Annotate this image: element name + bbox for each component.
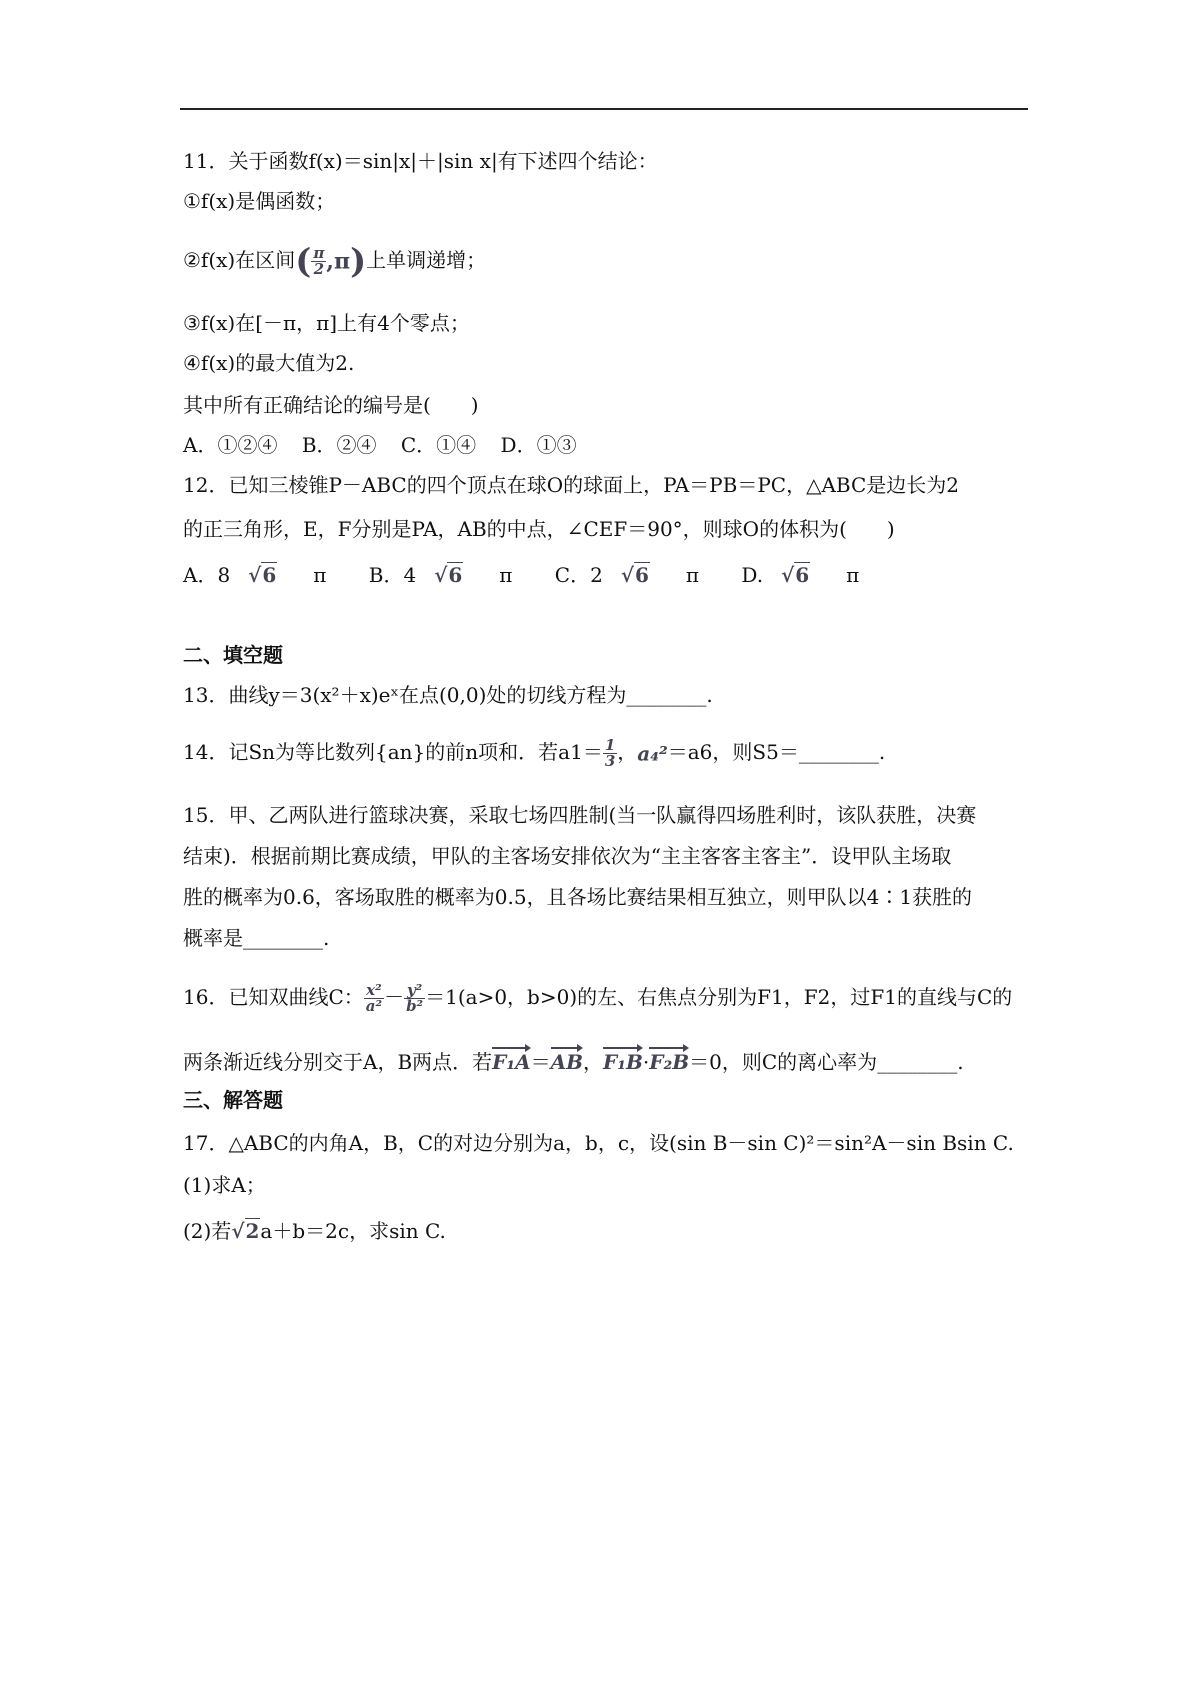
y2-over-b2-fraction [404,983,425,1014]
fraction-denominator: 3 [604,752,616,770]
q14-prefix: 14．记Sn为等比数列{an}的前n项和．若a1＝ [183,740,603,764]
a4-squared: a₄² [637,741,668,766]
q14-text [183,738,885,769]
q13-end: . [706,683,713,707]
answer-blank: ________ [877,1050,958,1074]
q14-suffix: ＝a6，则S5＝ [667,740,799,764]
q16-suffix: ＝1(a>0，b>0)的左、右焦点分别为F1，F2，过F1的直线与C的 [425,985,1013,1009]
q11-s2-suffix: 上单调递增； [366,248,487,272]
fraction-denominator: a² [365,997,383,1015]
q11-option-c: C．①④ [400,433,477,457]
q13-stem: 13．曲线y＝3(x²＋x)eˣ在点(0,0)处的切线方程为 [183,683,627,707]
q12-option-b: B．4 √6 π [368,563,513,587]
answer-blank: ________ [798,740,879,764]
q12-line-2: 的正三角形，E，F分别是PA，AB的中点，∠CEF＝90°，则球O的体积为( ) [183,517,895,541]
q16-line2-prefix: 两条渐近线分别交于A，B两点．若 [183,1050,493,1074]
pi-symbol: π [333,248,351,275]
q17-part2-prefix: (2)若 [183,1219,232,1243]
q16-line-2 [183,1045,964,1075]
q16-line2-suffix: ＝0，则C的离心率为 [689,1050,878,1074]
q14-comma: ， [617,740,638,764]
open-paren: ( [295,241,312,282]
q12-option-d: D. √6 π [741,563,860,587]
q11-ask: 其中所有正确结论的编号是( ) [183,393,479,417]
q12-option-a: A．8 √6 π [183,563,327,587]
q16-prefix: 16．已知双曲线C： [183,985,364,1009]
q11-s2-prefix: ②f(x)在区间 [183,248,296,272]
q11-option-d: D．①③ [500,433,577,457]
q17-part-1: (1)求A； [183,1173,266,1197]
q11-options [183,432,595,458]
fraction-numerator: 1 [604,736,616,754]
header-rule [180,108,1028,110]
q11-statement-2: ②f(x)在区间( $\frac{\pi}{2}$ ,π)上单调递增； [183,241,487,282]
q17-stem: 17．△ABC的内角A，B，C的对边分别为a，b，c，设(sin B－sin C)²＝sin²A－sin Bsin C. [183,1131,1014,1155]
q11-option-a: A．①②④ [183,433,278,457]
q17-part2-suffix: a＋b＝2c，求sin C. [260,1219,446,1243]
vector-ab: AB [551,1045,583,1075]
section-heading-solutions: 三、解答题 [183,1088,283,1112]
q13-text [183,682,713,708]
vector-f1b: F₁B [603,1045,643,1075]
vector-f2b: F₂B [649,1045,689,1075]
q15-line-1: 15．甲、乙两队进行篮球决赛，采取七场四胜制(当一队赢得四场胜利时，该队获胜，决赛 [183,803,977,827]
comma: ， [583,1050,604,1074]
q16-end: . [957,1050,964,1074]
fraction-numerator: y² [404,983,425,999]
q17-part-2 [183,1218,446,1244]
fraction-denominator: 2 [313,260,325,278]
q15-line-4: 概率是________. [183,926,330,950]
q15-line-3: 胜的概率为0.6，客场取胜的概率为0.5，且各场比赛结果相互独立，则甲队以4∶1获胜的 [183,885,973,909]
q11-statement-4: ④f(x)的最大值为2. [183,351,355,375]
q11-stem: 11．关于函数f(x)＝sin|x|＋|sin x|有下述四个结论： [183,149,658,173]
q14-end: . [878,740,886,764]
q15-line-2: 结束)．根据前期比赛成绩，甲队的主客场安排依次为“主主客客主客主”．设甲队主场取 [183,844,952,868]
dot-operator: · [642,1050,650,1074]
sqrt-2: √2 [231,1219,260,1243]
minus-sign: － [384,985,405,1009]
q12-options [183,562,895,588]
close-paren: ) [350,241,367,282]
x2-over-a2-fraction [364,983,384,1014]
section-heading-fill-in: 二、填空题 [183,643,283,667]
pi-over-2-fraction [311,246,326,277]
q12-line-1: 12．已知三棱锥P－ABC的四个顶点在球O的球面上，PA＝PB＝PC，△ABC是边长为2 [183,473,960,497]
equals-sign: ＝ [530,1050,551,1074]
one-third-fraction [603,738,617,769]
q11-statement-3: ③f(x)在[－π，π]上有4个零点； [183,311,470,335]
answer-blank: ________ [626,683,707,707]
vector-f1a: F₁A [492,1045,530,1075]
q12-option-c: C．2 √6 π [554,563,700,587]
q11-option-b: B．②④ [301,433,377,457]
fraction-numerator: x² [364,983,384,999]
fraction-numerator: π [313,244,325,262]
q16-line-1 [183,983,1012,1014]
q11-statement-1: ①f(x)是偶函数； [183,189,336,213]
fraction-denominator: b² [406,997,424,1015]
